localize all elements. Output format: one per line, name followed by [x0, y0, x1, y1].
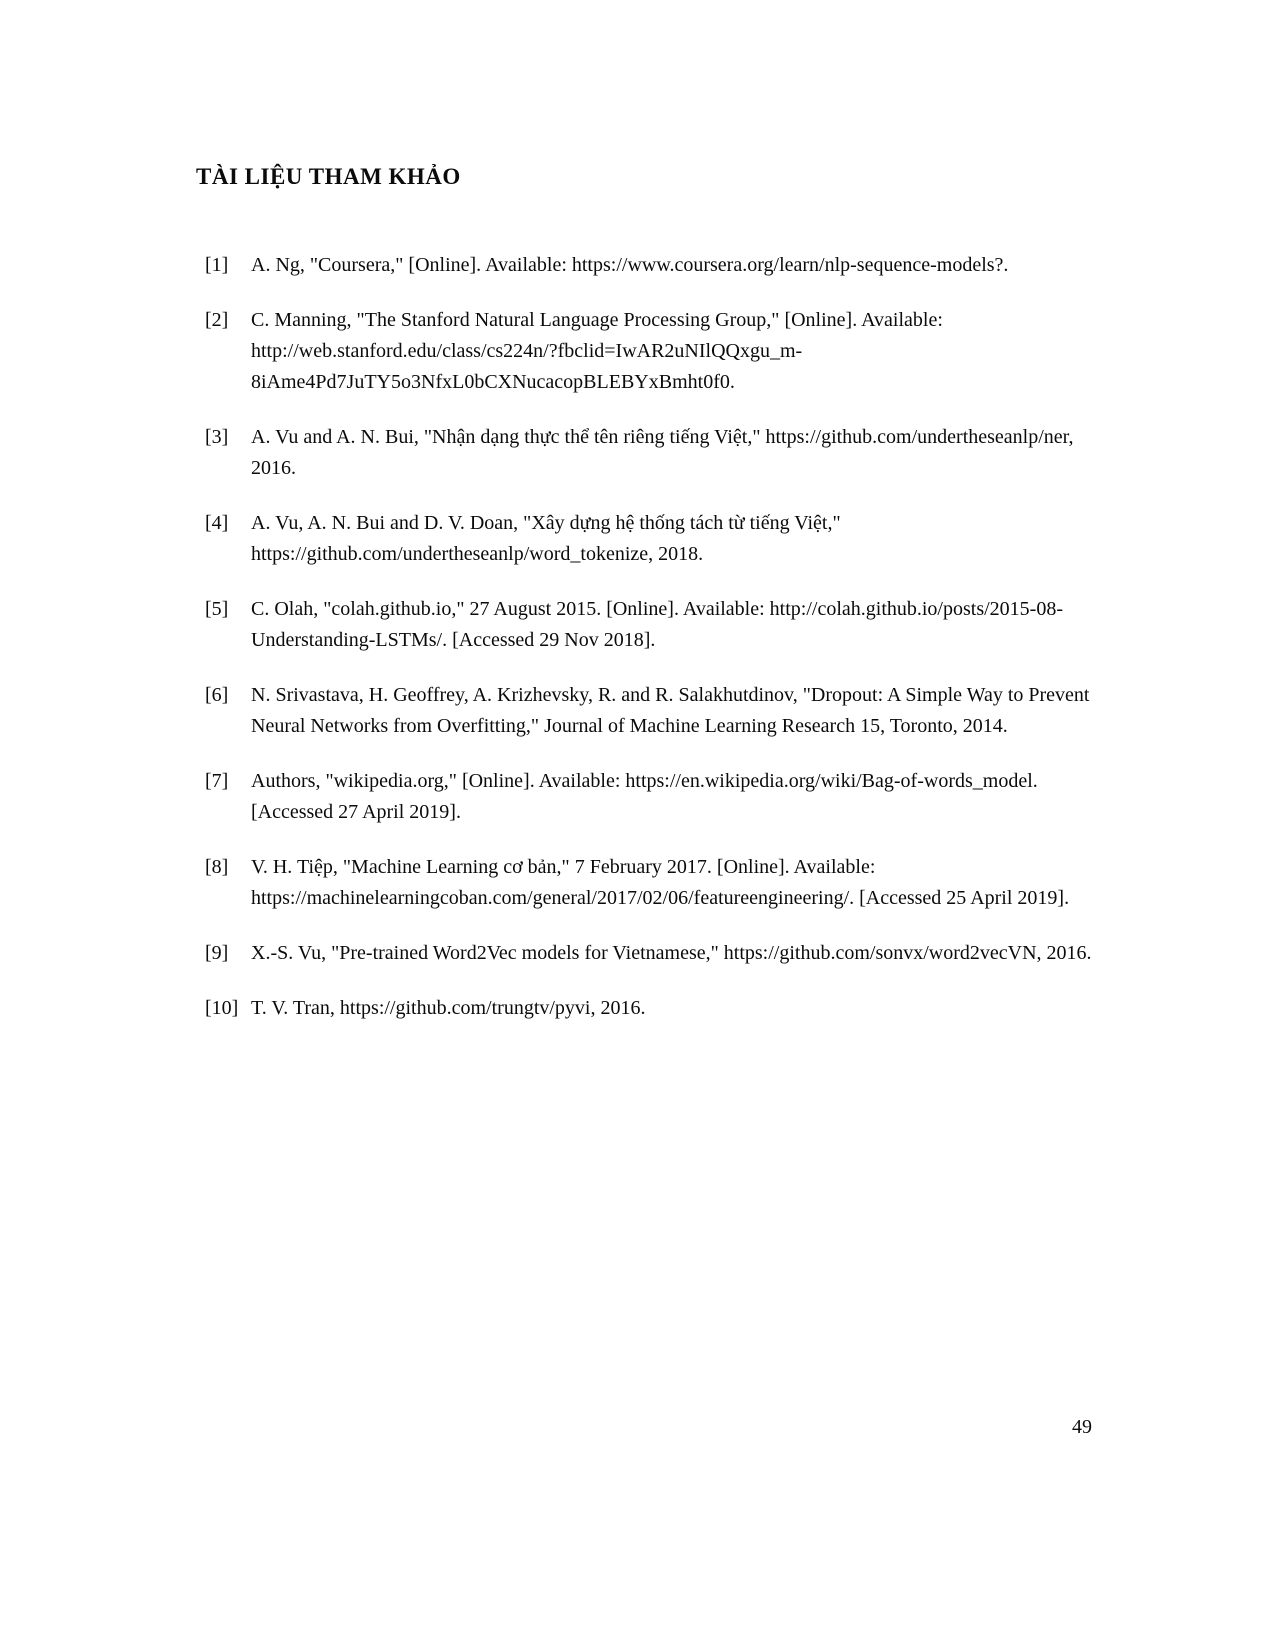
- reference-text: X.-S. Vu, "Pre-trained Word2Vec models for Vietnamese," https://github.com/sonvx/word2vecVN, 2016.: [251, 942, 1092, 964]
- reference-text: C. Olah, "colah.github.io," 27 August 2015. [Online]. Available: http://colah.github.io/posts/2015-08-Understanding-LSTMs/. [Accessed 29 Nov 2018].: [251, 598, 1063, 651]
- reference-item: [205, 680, 1093, 742]
- reference-item: [205, 938, 1093, 969]
- reference-label: [8]: [205, 856, 229, 878]
- page-number: 49: [1072, 1416, 1092, 1438]
- reference-text: A. Ng, "Coursera," [Online]. Available: https://www.coursera.org/learn/nlp-sequence-models?.: [251, 254, 1009, 276]
- reference-label: [1]: [205, 254, 229, 276]
- reference-label: [5]: [205, 598, 229, 620]
- reference-item: [205, 852, 1093, 914]
- reference-item: [205, 766, 1093, 828]
- reference-label: [9]: [205, 942, 229, 964]
- reference-text: C. Manning, "The Stanford Natural Language Processing Group," [Online]. Available: http://web.stanford.edu/class/cs224n/?fbclid=IwAR2uNIlQQxgu_m-8iAme4Pd7JuTY5o3NfxL0bCXNucacopBLEBYxBmht0f0.: [251, 309, 943, 393]
- reference-label: [2]: [205, 309, 229, 331]
- reference-text: V. H. Tiệp, "Machine Learning cơ bản," 7 February 2017. [Online]. Available: https://machinelearningcoban.com/general/2017/02/06/featureengineering/. [Accessed 25 April 2019].: [251, 856, 1070, 909]
- reference-text: Authors, "wikipedia.org," [Online]. Available: https://en.wikipedia.org/wiki/Bag-of-words_model. [Accessed 27 April 2019].: [251, 770, 1038, 823]
- reference-item: [205, 250, 1093, 281]
- reference-item: [205, 594, 1093, 656]
- references-list: [205, 250, 1093, 1048]
- reference-text: T. V. Tran, https://github.com/trungtv/pyvi, 2016.: [251, 997, 646, 1019]
- reference-item: [205, 305, 1093, 398]
- reference-label: [6]: [205, 684, 229, 706]
- reference-label: [10]: [205, 997, 239, 1019]
- reference-label: [3]: [205, 426, 229, 448]
- reference-text: N. Srivastava, H. Geoffrey, A. Krizhevsky, R. and R. Salakhutdinov, "Dropout: A Simple Way to Prevent Neural Networks from Overfitting," Journal of Machine Learning Research 15, Toronto, 2014.: [251, 684, 1090, 737]
- reference-text: A. Vu and A. N. Bui, "Nhận dạng thực thể tên riêng tiếng Việt," https://github.com/undertheseanlp/ner, 2016.: [251, 426, 1074, 479]
- reference-label: [4]: [205, 512, 229, 534]
- reference-item: [205, 993, 1093, 1024]
- page-title: TÀI LIỆU THAM KHẢO: [196, 164, 461, 189]
- reference-item: [205, 508, 1093, 570]
- reference-label: [7]: [205, 770, 229, 792]
- reference-text: A. Vu, A. N. Bui and D. V. Doan, "Xây dựng hệ thống tách từ tiếng Việt," https://github.com/undertheseanlp/word_tokenize, 2018.: [251, 512, 841, 565]
- reference-item: [205, 422, 1093, 484]
